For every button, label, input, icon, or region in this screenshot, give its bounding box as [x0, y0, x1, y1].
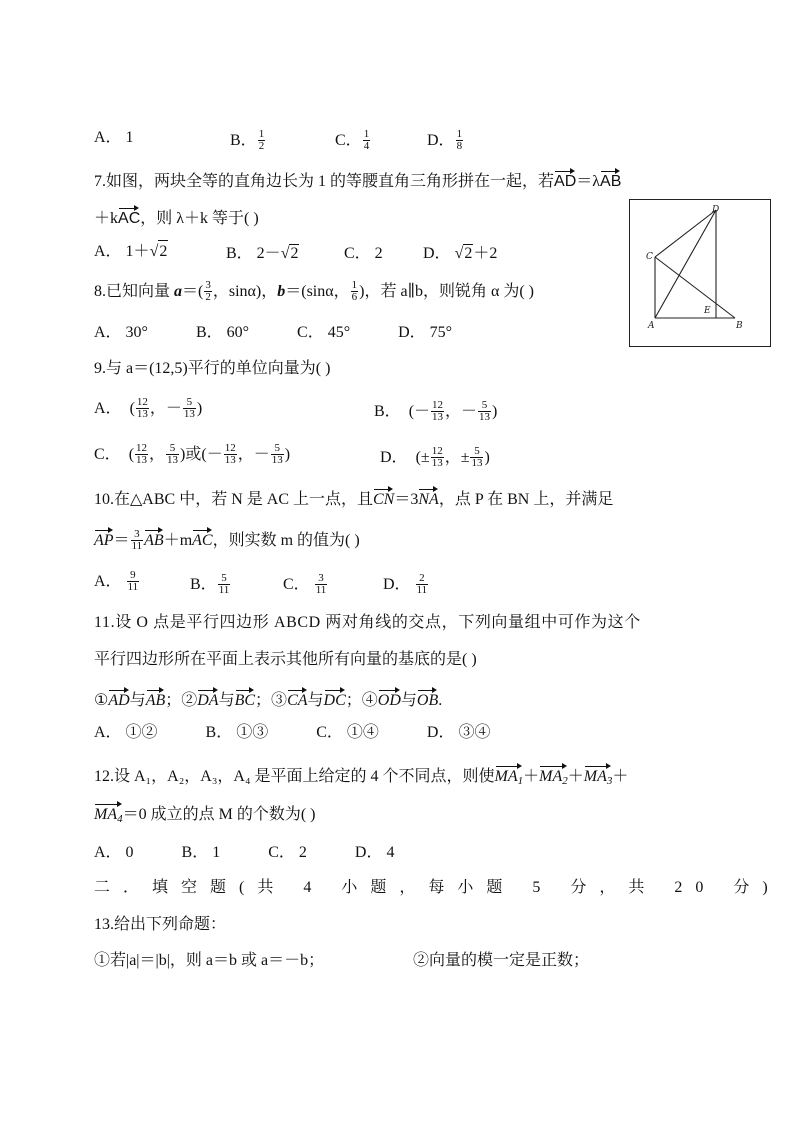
vector-ac: AC — [192, 526, 212, 548]
q10-stem-line2: AP＝ $\frac{3}{11}$ AB＋mAC，则实数 m 的值为( ) — [94, 527, 360, 552]
label-d: D — [712, 205, 720, 215]
vector-ab: AB — [600, 167, 621, 189]
vector-ab: AB — [144, 526, 164, 548]
q11-vector-groups: ①AD与AB；②DA与BC；③CA与DC；④OD与OB. — [94, 686, 442, 712]
q10-option-d: D． $\frac{2}{11}$ — [383, 571, 428, 596]
section-2-heading: 二．填空题(共 4 小题，每小题 5 分，共 20 分) — [94, 879, 781, 896]
q12-options: A． 0 B． 1 C． 2 D． 4 — [94, 844, 395, 861]
q12-stem-line1: 12.设 A₁，A₂，A₃，A₄ 是平面上给定的 4 个不同点，则使$MA_1+MA_2+MA_3+$ — [94, 762, 628, 789]
q7-figure — [629, 199, 771, 347]
q6-option-a: A． 1 — [94, 129, 134, 146]
q9-option-c: C． ( $\frac{12}{13}$ ， $\frac{5}{13}$ )或(－ $\frac{12}{13}$ ，－ $\frac{5}{13}$ ) — [94, 442, 291, 466]
q7-stem-line1: 7.如图，两块全等的直角边长为 1 的等腰直角三角形拼在一起，若AD＝λAB — [94, 167, 621, 193]
label-e: E — [704, 306, 711, 316]
segment-cb — [655, 257, 735, 318]
q6-option-d: D． $\frac{1}{8}$ — [427, 127, 463, 152]
q10-option-a: A． $\frac{9}{11}$ — [94, 569, 139, 593]
q9-stem: 9.与 a＝(12,5)平行的单位向量为( ) — [94, 360, 331, 377]
q13-stem: 13.给出下列命题： — [94, 916, 227, 933]
vector-ad: AD — [554, 167, 576, 189]
q9-option-d: D． (± $\frac{12}{13}$ ，± $\frac{5}{13}$ ) — [380, 444, 490, 469]
q13-item-2: ②向量的模一定是正数； — [413, 952, 590, 969]
label-a: A — [648, 321, 655, 331]
q6-option-c: C． $\frac{1}{4}$ — [335, 127, 370, 152]
q11-stem-line1: 11.设 O 点是平行四边形 ABCD 两对角线的交点，下列向量组中可作为这个 — [94, 614, 641, 631]
q7-option-a: A． 1＋√2 — [94, 240, 168, 263]
q8-stem: 8.已知向量 a＝( $\frac{3}{2}$ ，sinα)，b＝(sinα， $\frac{1}{6}$ )，若 a∥b，则锐角 α 为( ) — [94, 279, 535, 303]
q6-options — [94, 127, 134, 149]
q10-stem-line1: 10.在△ABC 中，若 N 是 AC 上一点，且CN＝3NA，点 P 在 BN 上，并满足 — [94, 485, 613, 511]
q10-option-c: C． $\frac{3}{11}$ — [283, 571, 327, 596]
q7-option-c: C． 2 — [344, 245, 383, 262]
q13-item-1: ①若|a|＝|b|，则 a＝b 或 a＝－b； — [94, 952, 325, 969]
q11-stem-line2: 平行四边形所在平面上表示其他所有向量的基底的是( ) — [94, 651, 477, 668]
triangle-figure — [630, 200, 770, 346]
q10-option-b: B． $\frac{5}{11}$ — [190, 571, 230, 596]
q12-stem-line2: $MA_4=0$ 成立的点 M 的个数为( ) — [94, 800, 316, 827]
q7-stem-line2: ＋kAC，则 λ＋k 等于( ) — [94, 204, 259, 230]
vector-na: NA — [418, 485, 438, 507]
label-b: B — [736, 321, 743, 331]
vector-ap: AP — [94, 526, 114, 548]
q7-option-b: B． 2－√2 — [226, 245, 299, 262]
q7-option-d: D． √2＋2 — [423, 245, 498, 262]
label-c: C — [646, 252, 653, 262]
q11-options: A． ①② B． ①③ C． ①④ D． ③④ — [94, 724, 491, 741]
vector-cn: CN — [373, 485, 394, 507]
vector-ac: AC — [118, 204, 140, 226]
q6-option-b: B． $\frac{1}{2}$ — [230, 127, 265, 152]
segment-cd — [655, 210, 716, 257]
q9-option-b: B． (－ $\frac{12}{13}$ ，－ $\frac{5}{13}$ ) — [374, 398, 498, 423]
q8-options: A． 30° B． 60° C． 45° D． 75° — [94, 324, 453, 341]
q9-option-a: A． ( $\frac{12}{13}$ ，－ $\frac{5}{13}$ ) — [94, 396, 203, 420]
